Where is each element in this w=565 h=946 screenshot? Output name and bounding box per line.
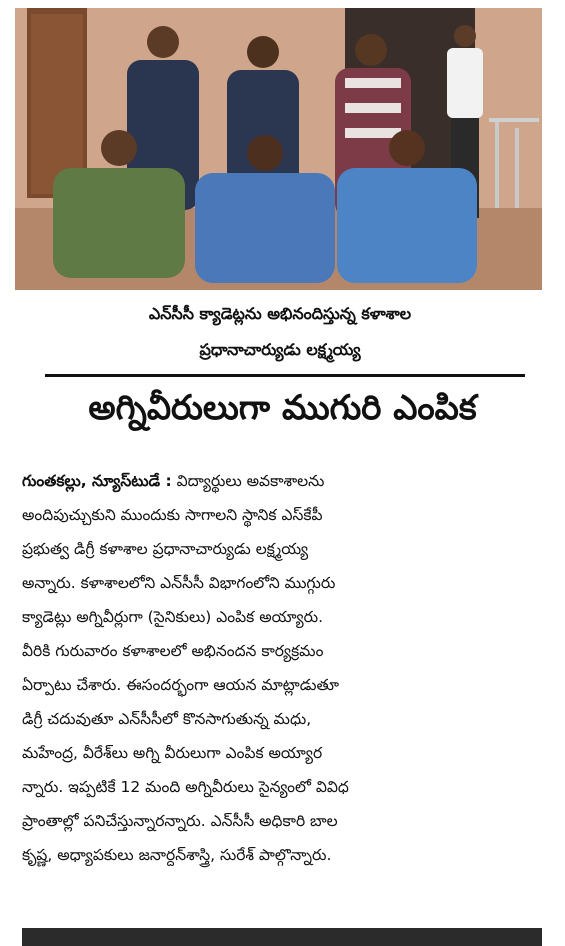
body-line-first	[22, 464, 544, 498]
article-body	[22, 464, 544, 872]
photo-illustration	[15, 8, 542, 290]
body-line: ప్రభుత్వ డిగ్రీ కళాశాల ప్రధానాచార్యుడు లక్ష్మయ్య	[22, 540, 309, 558]
body-line: అందిపుచ్చుకుని ముందుకు సాగాలని స్థానిక ఎస్‌కేపీ	[22, 506, 323, 524]
body-line: ప్రాంతాల్లో పనిచేస్తున్నారన్నారు. ఎన్‌సీసీ అధికారి బాల	[22, 812, 338, 830]
body-line: డిగ్రీ చదువుతూ ఎన్‌సీసీలో కొనసాగుతున్న మధు,	[22, 710, 312, 728]
body-line: కృష్ణ, అధ్యాపకులు జనార్దన్‌శాస్త్రి, సురేశ్ పాల్గొన్నారు.	[22, 846, 332, 864]
photo-caption	[30, 296, 530, 368]
body-line: క్యాడెట్లు అగ్నివీర్లుగా (సైనికులు) ఎంపిక అయ్యారు.	[22, 608, 324, 626]
body-line: మహేంద్ర, వీరేశ్‌లు అగ్ని వీరులుగా ఎంపిక అయ్యార	[22, 744, 323, 762]
body-line: న్నారు. ఇప్పటికే 12 మంది అగ్నివీరులు సైన్యంలో వివిధ	[22, 778, 349, 796]
body-line: ఏర్పాటు చేశారు. ఈసందర్భంగా ఆయన మాట్లాడుతూ	[22, 676, 339, 694]
divider-rule	[45, 374, 525, 377]
dateline: గుంతకల్లు, న్యూస్‌టుడే :	[22, 472, 172, 490]
body-line: అన్నారు. కళాశాలలోని ఎన్‌సీసీ విభాగంలోని ముగ్గురు	[22, 574, 336, 592]
next-article-banner	[22, 928, 542, 946]
body-line-text: విద్యార్థులు అవకాశాలను	[171, 472, 325, 490]
headline: అగ్నివీరులుగా ముగురి ఎంపిక	[88, 388, 477, 428]
photo-caption-line: ప్రధానాచార్యుడు లక్ష్మయ్య	[199, 340, 361, 359]
photo-caption-line: ఎన్‌సీసీ క్యాడెట్లను అభినందిస్తున్న కళాశాల	[148, 304, 412, 323]
news-photo	[15, 8, 542, 290]
body-line: వీరికి గురువారం కళాశాలలో అభినందన కార్యక్రమం	[22, 642, 324, 660]
